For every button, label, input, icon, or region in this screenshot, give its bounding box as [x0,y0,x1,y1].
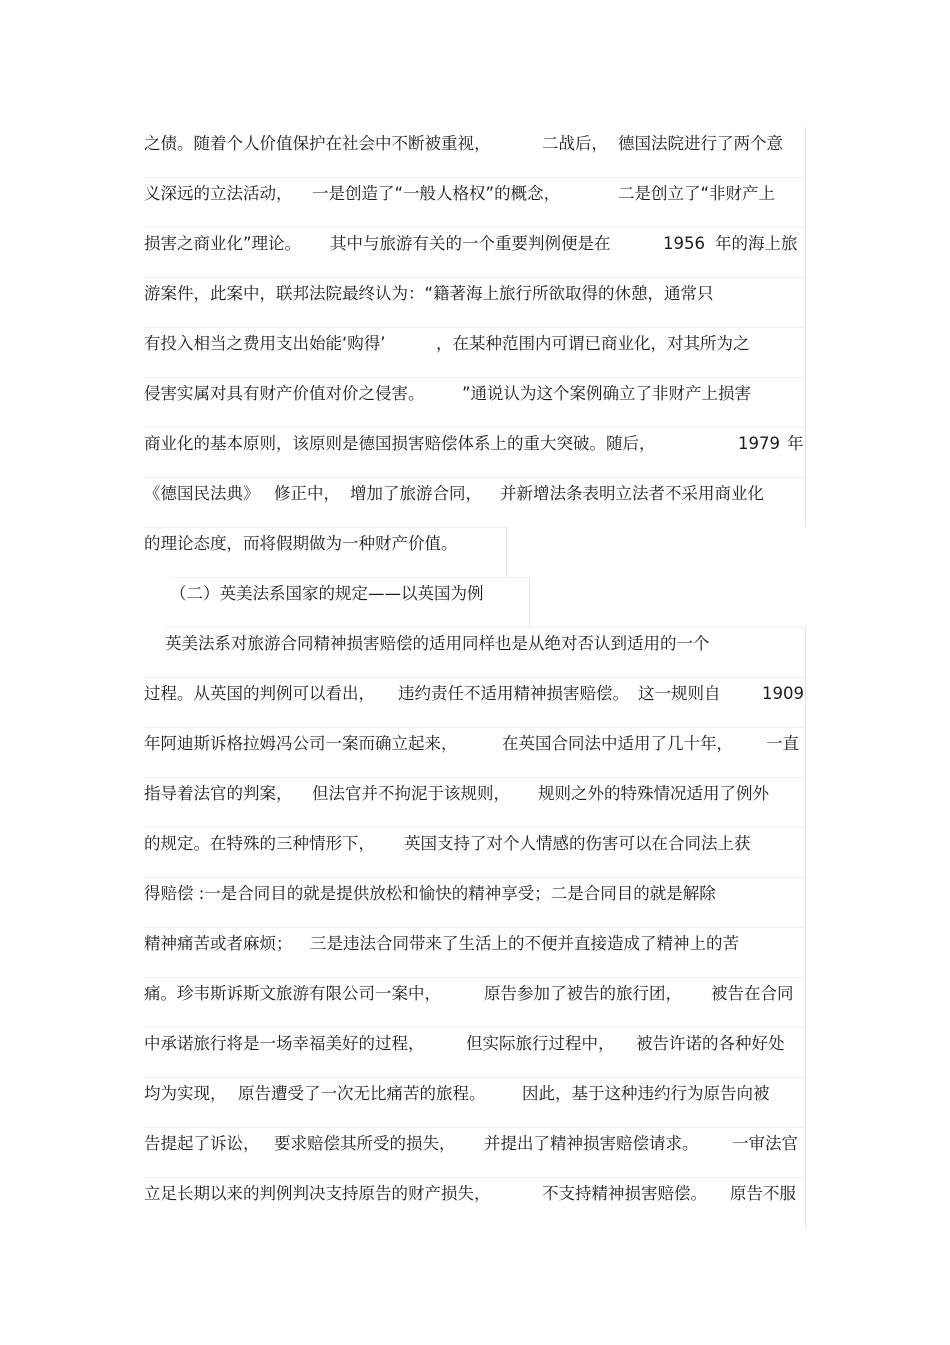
text-line [144,277,806,327]
text-segment: 侵害实属对具有财产价值对价之侵害。 [144,384,425,403]
text-segment: 英国支持了对个人情感的伤害可以在合同法上获 [404,834,751,853]
text-segment: 的理论态度，而将假期做为一种财产价值。 [144,534,458,553]
text-segment: 痛。珍韦斯诉斯文旅游有限公司一案中， [144,984,441,1003]
text-segment: 在英国合同法中适用了几十年， [502,734,733,753]
text-segment: 但法官并不拘泥于该规则， [312,784,510,803]
text-line [144,777,806,827]
text-segment: 这一规则自 [638,684,721,703]
text-line [144,477,806,527]
text-line [165,627,806,677]
text-line [144,177,806,227]
text-line [144,1027,806,1077]
text-line [144,877,806,927]
text-segment: 一是创造了“一般人格权”的概念， [312,184,561,203]
text-segment: 年的海上旅 [715,234,798,253]
text-segment: 1956 [663,234,705,253]
text-line [144,677,806,727]
text-segment: 被告许诺的各种好处 [636,1034,785,1053]
text-segment: 其中与旅游有关的一个重要判例便是在 [330,234,611,253]
text-segment: 指导着法官的判案， [144,784,293,803]
text-line [144,827,806,877]
text-segment: 游案件，此案中，联邦法院最终认为：“籍著海上旅行所欲取得的休憩，通常只 [144,284,714,303]
text-line [144,727,806,777]
text-segment: 商业化的基本原则，该原则是德国损害赔偿体系上的重大突破。随后， [144,434,656,453]
text-segment: 《德国民法典》 [144,484,260,503]
text-segment: 义深远的立法活动， [144,184,293,203]
text-segment: 但实际旅行过程中， [466,1034,615,1053]
text-segment: 违约责任不适用精神损害赔偿。 [398,684,629,703]
text-line [144,327,806,377]
text-segment: 二是创立了“非财产上 [618,184,776,203]
text-segment: 年阿迪斯诉格拉姆冯公司一案而确立起来， [144,734,458,753]
text-segment: ”通说认为这个案例确立了非财产上损害 [462,384,752,403]
text-segment: 中承诺旅行将是一场幸福美好的过程， [144,1034,425,1053]
text-segment: 原告参加了被告的旅行团， [484,984,682,1003]
text-line [144,927,806,977]
text-segment: 损害之商业化”理论。 [144,234,302,253]
text-segment: 过程。从英国的判例可以看出， [144,684,375,703]
text-segment: 有投入相当之费用支出始能‘购得’ [144,334,386,353]
text-segment: ，在某种范围内可谓已商业化，对其所为之 [436,334,750,353]
text-segment: （二）英美法系国家的规定——以英国为例 [170,584,484,603]
text-line [144,377,806,427]
text-segment: 一直 [766,734,799,753]
text-line [144,527,507,577]
text-segment: 德国法院进行了两个意 [618,134,783,153]
text-segment: 因此，基于这种违约行为原告向被 [522,1084,770,1103]
text-segment: 要求赔偿其所受的损失， [274,1134,456,1153]
text-segment: 原告遭受了一次无比痛苦的旅程。 [238,1084,486,1103]
text-line [144,1177,806,1227]
text-segment: 二战后， [542,134,608,153]
text-segment: 年 [787,434,804,453]
text-segment: 规则之外的特殊情况适用了例外 [538,784,769,803]
text-segment: 并新增法条表明立法者不采用商业化 [500,484,764,503]
text-segment: 英美法系对旅游合同精神损害赔偿的适用同样也是从绝对否认到适用的一个 [165,634,710,653]
text-segment: 被告在合同 [711,984,794,1003]
text-segment: 一审法官 [732,1134,798,1153]
text-line [144,1077,806,1127]
text-line [144,127,806,177]
text-segment: 均为实现， [144,1084,227,1103]
text-segment: 原告不服 [730,1184,796,1203]
text-segment: 立足长期以来的判例判决支持原告的财产损失， [144,1184,491,1203]
text-segment: 不支持精神损害赔偿。 [542,1184,707,1203]
text-segment: 得赔偿 :一是合同目的就是提供放松和愉快的精神享受；二是合同目的就是解除 [144,884,716,903]
text-segment: 的规定。在特殊的三种情形下， [144,834,375,853]
text-segment: 修正中， [274,484,340,503]
text-line [144,427,806,477]
text-segment: 三是违法合同带来了生活上的不便并直接造成了精神上的苦 [310,934,739,953]
text-line [144,977,806,1027]
text-segment: 并提出了精神损害赔偿请求。 [484,1134,699,1153]
text-line [144,1127,806,1177]
text-line [144,227,806,277]
section-heading [170,577,530,627]
text-segment: 增加了旅游合同， [350,484,482,503]
text-segment: 之债。随着个人价值保护在社会中不断被重视， [144,134,491,153]
text-segment: 告提起了诉讼， [144,1134,260,1153]
text-segment: 精神痛苦或者麻烦； [144,934,293,953]
text-segment: 1979 [738,434,780,453]
text-segment: 1909 [762,684,804,703]
